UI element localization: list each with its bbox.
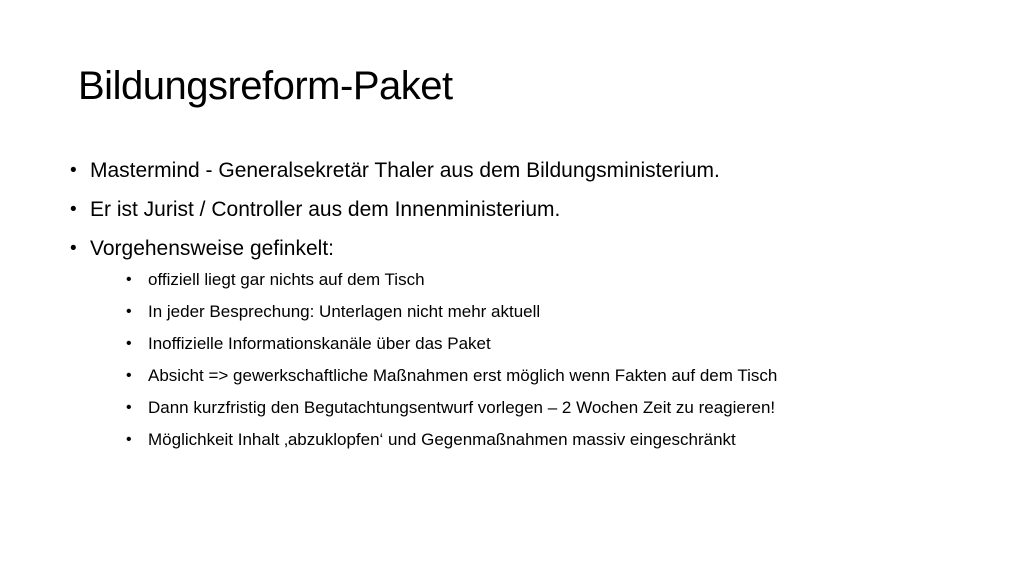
sub-bullet-text: Dann kurzfristig den Begutachtungsentwurf vorlegen – 2 Wochen Zeit zu reagieren! [148,398,776,417]
sub-bullet-item [126,397,960,419]
sub-bullet-text: offiziell liegt gar nichts auf dem Tisch [148,270,425,289]
bullet-item-jurist [70,197,960,223]
bullet-dot-icon: • [126,335,132,352]
bullet-dot-icon: • [126,367,132,384]
bullet-text: Er ist Jurist / Controller aus dem Innenministerium. [90,198,561,221]
sub-bullet-item [126,269,960,291]
bullet-dot-icon: • [126,271,132,288]
sub-bullet-list [126,269,960,451]
sub-bullet-item [126,333,960,355]
bullet-dot-icon: • [70,238,77,259]
bullet-dot-icon: • [126,431,132,448]
sub-bullet-text: Absicht => gewerkschaftliche Maßnahmen erst möglich wenn Fakten auf dem Tisch [148,366,778,385]
bullet-dot-icon: • [70,199,77,220]
sub-bullet-text: Inoffizielle Informationskanäle über das Paket [148,334,491,353]
sub-bullet-item [126,365,960,387]
bullet-dot-icon: • [126,399,132,416]
bullet-text: Mastermind - Generalsekretär Thaler aus dem Bildungsministerium. [90,159,720,182]
sub-bullet-text: In jeder Besprechung: Unterlagen nicht mehr aktuell [148,302,541,321]
slide-title: Bildungsreform-Paket [78,64,453,108]
bullet-text: Vorgehensweise gefinkelt: [90,237,334,260]
slide-content [70,158,960,464]
sub-bullet-text: Möglichkeit Inhalt ‚abzuklopfen‘ und Gegenmaßnahmen massiv eingeschränkt [148,430,736,449]
sub-bullet-item [126,301,960,323]
bullet-item-vorgehensweise [70,236,960,451]
bullet-dot-icon: • [126,303,132,320]
bullet-dot-icon: • [70,160,77,181]
bullet-list [70,158,960,451]
sub-bullet-item [126,429,960,451]
bullet-item-mastermind [70,158,960,184]
